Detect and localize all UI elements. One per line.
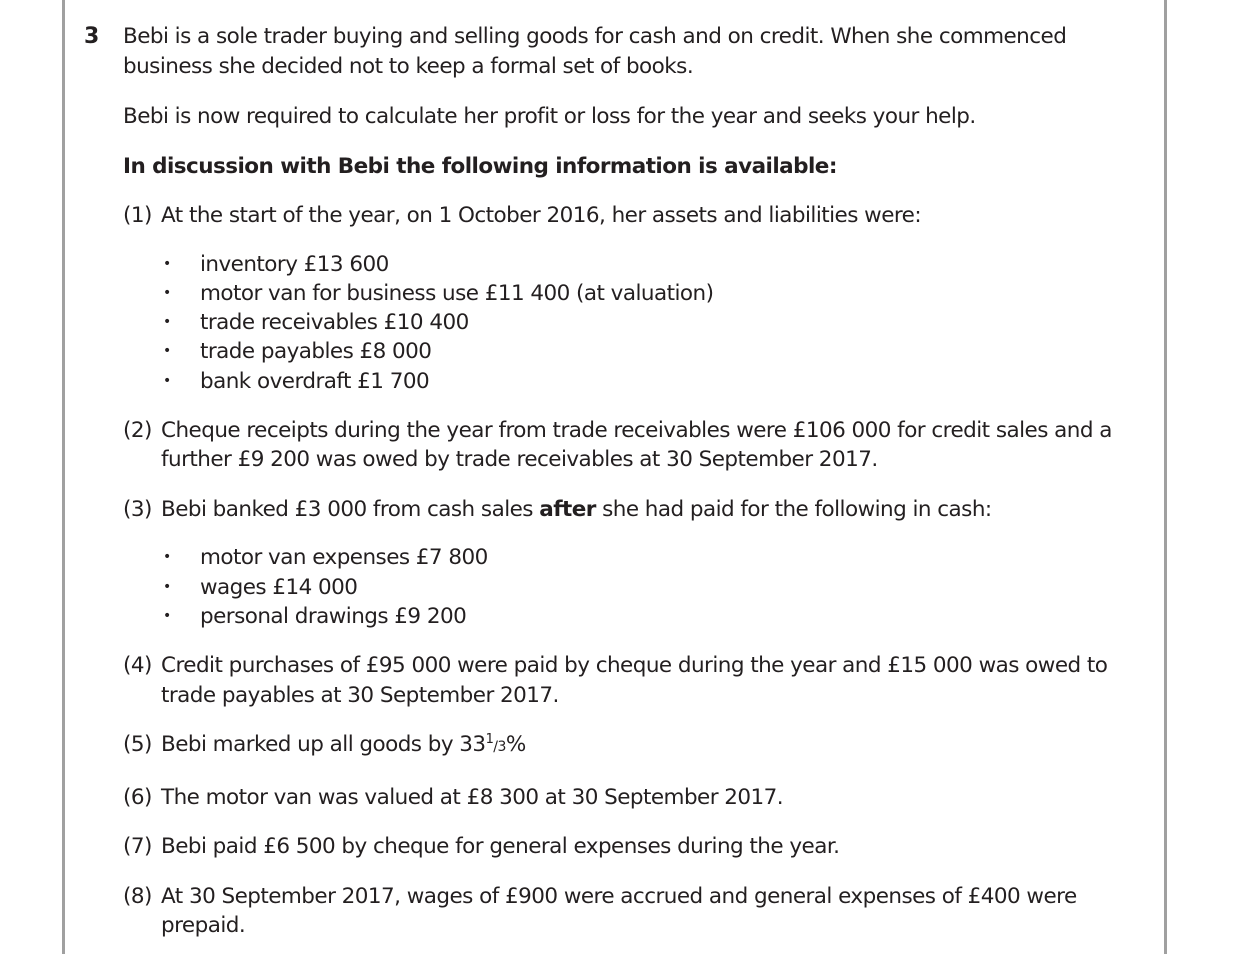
item-text: Credit purchases of £95 000 were paid by cheque during the year and £15 000 was owed to trade payables at 30 September 2017. [161, 653, 1108, 708]
list-item: • bank overdraft £1 700 [161, 367, 1153, 396]
bullet-icon: • [163, 549, 171, 566]
item-number: (2) [123, 417, 152, 443]
item-number: (5) [123, 732, 152, 758]
bullet-icon: • [163, 608, 171, 625]
bullet-icon: • [163, 578, 171, 595]
list-item: • motor van for business use £11 400 (at valuation) [161, 279, 1153, 308]
info-item-2 [123, 416, 1153, 475]
info-heading: In discussion with Bebi the following information is available: [123, 153, 837, 179]
opening-balances-list [123, 250, 1153, 396]
fraction-denominator: /3 [493, 739, 506, 756]
item-text: Cheque receipts during the year from trade receivables were £106 000 for credit sales and a further £9 200 was owed by trade receivables at 30 September 2017. [161, 417, 1112, 473]
list-item: • trade receivables £10 400 [161, 308, 1153, 337]
question-task: Bebi is now required to calculate her profit or loss for the year and seeks your help. [123, 104, 976, 129]
item-number: (6) [123, 784, 152, 810]
list-item: • wages £14 000 [161, 573, 1153, 602]
item-text: Bebi marked up all goods by $33^1/3\%$ [161, 732, 526, 758]
item-number: (3) [123, 496, 152, 522]
item-text: The motor van was valued at £8 300 at 30 September 2017. [161, 784, 784, 810]
list-item: • inventory £13 600 [161, 250, 1153, 279]
question-number: 3 [84, 24, 100, 49]
info-item-1 [123, 201, 1153, 231]
item-text: At 30 September 2017, wages of £900 were accrued and general expenses of £400 were prepaid. [161, 883, 1077, 939]
fraction-numerator: 1 [485, 732, 494, 748]
info-item-4 [123, 651, 1153, 710]
bullet-icon: • [163, 255, 171, 272]
info-item-6 [123, 783, 1153, 813]
list-item: • motor van expenses £7 800 [161, 543, 1153, 572]
question-body [123, 22, 1153, 961]
bullet-icon: • [163, 314, 171, 331]
page-border-left [62, 0, 65, 954]
item-text: Bebi paid £6 500 by cheque for general expenses during the year. [161, 834, 840, 860]
info-item-5 [123, 730, 1153, 763]
info-item-7 [123, 832, 1153, 862]
cash-payments-list [123, 543, 1153, 631]
item-number: (1) [123, 203, 152, 228]
info-item-3 [123, 495, 1153, 525]
item-number: (8) [123, 883, 152, 909]
bullet-icon: • [163, 343, 171, 360]
item-text: At the start of the year, on 1 October 2016, her assets and liabilities were: [161, 203, 922, 228]
emphasis-after: after [539, 496, 596, 522]
info-item-8 [123, 882, 1153, 941]
bullet-icon: • [163, 372, 171, 389]
question-intro: Bebi is a sole trader buying and selling goods for cash and on credit. When she commenced business she decided not to keep a formal set of books. [123, 24, 1067, 79]
list-item: • trade payables £8 000 [161, 337, 1153, 366]
page-border-right [1164, 0, 1167, 954]
bullet-icon: • [163, 284, 171, 301]
item-number: (7) [123, 834, 152, 860]
item-number: (4) [123, 653, 152, 679]
item-text: Bebi banked £3 000 from cash sales after she had paid for the following in cash: [161, 496, 992, 522]
list-item: • personal drawings £9 200 [161, 602, 1153, 631]
